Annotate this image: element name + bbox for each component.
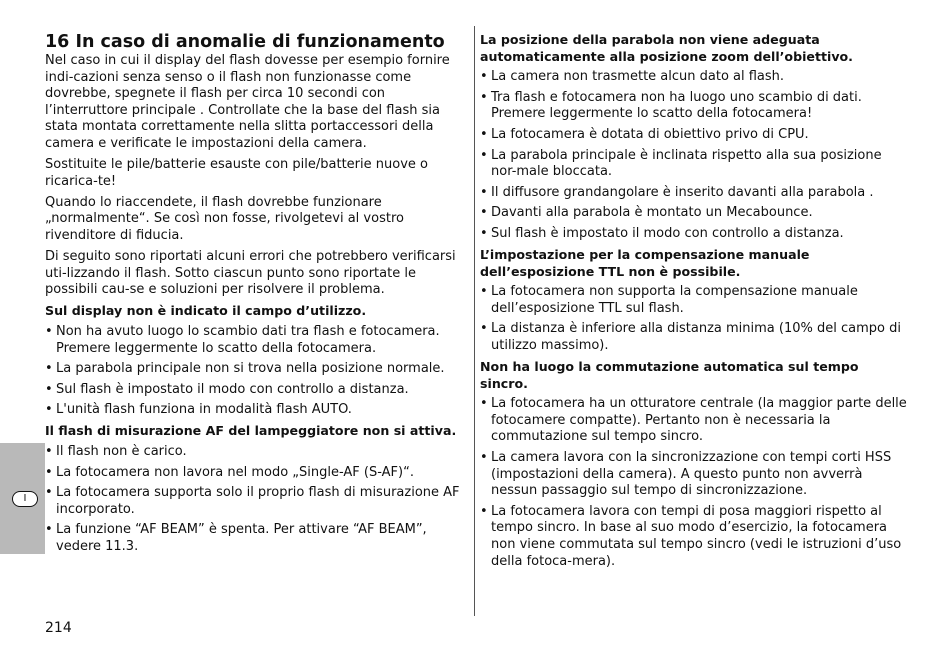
list-item: • La fotocamera non supporta la compensazione manuale dell’esposizione TTL sul flash. (480, 284, 910, 317)
bullet-list (480, 69, 910, 242)
right-column (480, 32, 910, 575)
list-item: • La fotocamera supporta solo il proprio flash di misurazione AF incorporato. (45, 485, 465, 518)
list-item: • La fotocamera ha un otturatore centrale (la maggior parte delle fotocamere compatte). Pertanto non è necessaria la commutazione sul tempo sincro. (480, 396, 910, 446)
list-item: • La distanza è inferiore alla distanza minima (10% del campo di utilizzo massimo). (480, 321, 910, 354)
list-item: • La camera lavora con la sincronizzazione con tempi corti HSS (impostazioni della camera). A questo punto non avverrà nessun passaggio sul tempo di sincronizzazione. (480, 450, 910, 500)
list-item: • La camera non trasmette alcun dato al flash. (480, 69, 910, 86)
page-title: 16 In caso di anomalie di funzionamento (45, 32, 445, 52)
list-item: • La fotocamera lavora con tempi di posa maggiori rispetto al tempo sincro. In base al suo modo d’esercizio, la fotocamera non viene commutata sul tempo sincro (vedi le istruzioni d’uso della fotoca-mera). (480, 504, 910, 570)
list-item: • La funzione “AF BEAM” è spenta. Per attivare “AF BEAM”, vedere 11.3. (45, 522, 465, 555)
intro-paragraph: Quando lo riaccendete, il flash dovrebbe funzionare „normalmente“. Se così non fosse, rivolgetevi al vostro rivenditore di fiducia. (45, 194, 404, 243)
intro-paragraph: Nel caso in cui il display del flash dovesse per esempio fornire indi-cazioni senza senso o il flash non funzionasse come dovrebbe, spegnete il flash per circa 10 secondi con l’interruttore principale . Controllate che la base del flash sia stata montata correttamente nella slitta portaccessori della camera e verificate le impostazioni della camera. (45, 53, 450, 151)
page-number: 214 (45, 620, 72, 636)
column-divider (474, 26, 475, 616)
list-item: • Il diffusore grandangolare è inserito davanti alla parabola . (480, 185, 910, 202)
intro-paragraph: Di seguito sono riportati alcuni errori che potrebbero verificarsi uti-lizzando il flash. Sotto ciascun punto sono riportate le possibili cau-se e soluzioni per risolvere il problema. (45, 249, 456, 298)
list-item: • Tra flash e fotocamera non ha luogo uno scambio di dati. Premere leggermente lo scatto della fotocamera! (480, 90, 910, 123)
list-item: • La fotocamera non lavora nel modo „Single-AF (S-AF)“. (45, 465, 465, 482)
language-badge: I (12, 491, 38, 507)
bullet-list (45, 444, 465, 556)
list-item: • Sul flash è impostato il modo con controllo a distanza. (480, 226, 910, 243)
bullet-list (480, 284, 910, 354)
list-item: • Il flash non è carico. (45, 444, 465, 461)
list-item: • Non ha avuto luogo lo scambio dati tra flash e fotocamera. Premere leggermente lo scatto della fotocamera. (45, 324, 465, 357)
list-item: • La fotocamera è dotata di obiettivo privo di CPU. (480, 127, 910, 144)
list-item: • La parabola principale è inclinata rispetto alla sua posizione nor-male bloccata. (480, 148, 910, 181)
list-item: • Davanti alla parabola è montato un Mecabounce. (480, 205, 910, 222)
list-item: • La parabola principale non si trova nella posizione normale. (45, 361, 465, 378)
section-heading: Non ha luogo la commutazione automatica sul tempo sincro. (480, 359, 859, 391)
bullet-list (480, 396, 910, 570)
section-heading: La posizione della parabola non viene adeguata automaticamente alla posizione zoom dell’obiettivo. (480, 32, 853, 64)
list-item: • L'unità flash funziona in modalità flash AUTO. (45, 402, 465, 419)
bullet-list (45, 324, 465, 419)
section-heading: Sul display non è indicato il campo d’utilizzo. (45, 303, 367, 319)
intro-paragraph: Sostituite le pile/batterie esauste con pile/batterie nuove o ricarica-te! (45, 157, 428, 189)
left-column (45, 32, 465, 560)
section-heading: L’impostazione per la compensazione manuale dell’esposizione TTL non è possibile. (480, 247, 810, 279)
section-heading: Il flash di misurazione AF del lampeggiatore non si attiva. (45, 423, 457, 439)
list-item: • Sul flash è impostato il modo con controllo a distanza. (45, 382, 465, 399)
